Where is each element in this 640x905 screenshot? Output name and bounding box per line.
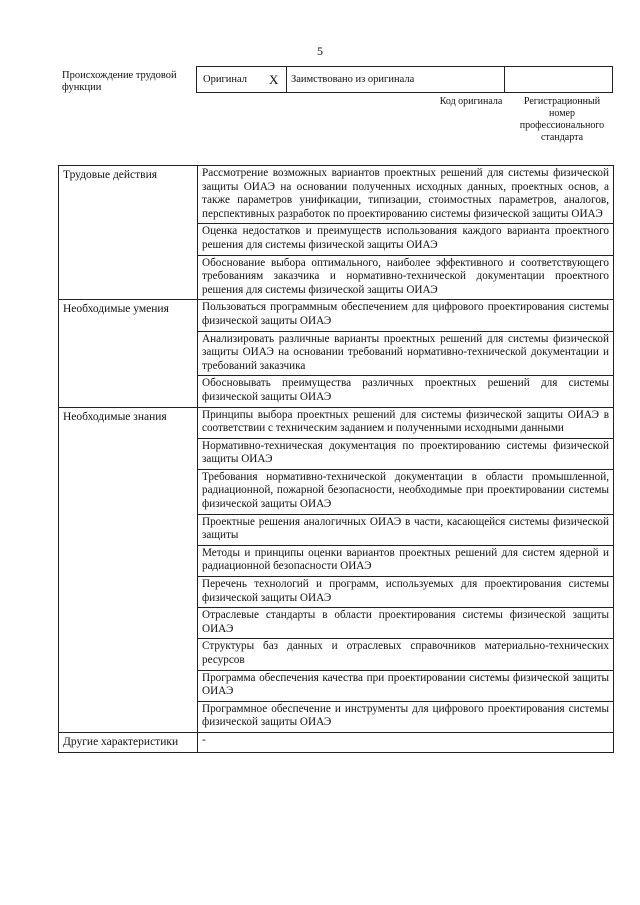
reg-number-caption: Регистрационный номер профессионального стандарта	[519, 96, 605, 143]
item-text: Рассмотрение возможных вариантов проектных решений для системы физической защиты ОИАЭ на основании полученных исходных данных, проектных основ, а также параметров унификации, типизации, стоимостных параметров, аналогов, перспективных разработок по проектированию системы физической защиты ОИАЭ	[198, 166, 614, 224]
section-title: Трудовые действия	[59, 166, 198, 300]
item-text: Проектные решения аналогичных ОИАЭ в части, касающейся системы физической защиты	[198, 514, 614, 545]
table-row	[59, 166, 614, 224]
borrowed-cell: Заимствовано из оригинала	[287, 67, 505, 92]
item-text: Структуры баз данных и отраслевых справочников материально-технических ресурсов	[198, 639, 614, 670]
section-title: Необходимые умения	[59, 300, 198, 407]
item-text: Обоснование выбора оптимального, наиболее эффективного и соответствующего требованиям заказчика и нормативно-технической документации проектного решения для системы физической защиты ОИАЭ	[198, 255, 614, 300]
item-text: Пользоваться программным обеспечением для цифрового проектирования системы физической защиты ОИАЭ	[198, 300, 614, 331]
code-cell	[505, 67, 612, 92]
item-text: Обосновывать преимущества различных проектных решений для системы физической защиты ОИАЭ	[198, 376, 614, 407]
item-text: Отраслевые стандарты в области проектирования системы физической защиты ОИАЭ	[198, 608, 614, 639]
item-text: Требования нормативно-технической документации в области промышленной, радиационной, пожарной безопасности, необходимые при проектировании системы физической защиты ОИАЭ	[198, 469, 614, 514]
table-row	[59, 732, 614, 752]
origin-label: Происхождение трудовой функции	[62, 70, 177, 93]
page-number: 5	[317, 44, 323, 58]
item-text: Перечень технологий и программ, используемых для проектирования системы физической защиты ОИАЭ	[198, 577, 614, 608]
item-text: Программное обеспечение и инструменты для цифрового проектирования системы физической защиты ОИАЭ	[198, 701, 614, 732]
original-label: Оригинал	[203, 74, 247, 85]
item-text: Нормативно-техническая документация по проектированию системы физической защиты ОИАЭ	[198, 438, 614, 469]
section-title: Необходимые знания	[59, 407, 198, 732]
table-row	[59, 300, 614, 331]
item-text: Программа обеспечения качества при проектировании системы физической защиты ОИАЭ	[198, 670, 614, 701]
item-text: Методы и принципы оценки вариантов проектных решений для систем ядерной и радиационной безопасности ОИАЭ	[198, 545, 614, 576]
item-text: -	[198, 732, 614, 752]
item-text: Принципы выбора проектных решений для системы физической защиты ОИАЭ в соответствии с техническим заданием и полученными исходными данными	[198, 407, 614, 438]
table-row	[59, 407, 614, 438]
section-title: Другие характеристики	[59, 732, 198, 752]
function-table	[58, 165, 614, 753]
item-text: Анализировать различные варианты проектных решений для системы физической защиты ОИАЭ на основании требований нормативно-технической документации и требований заказчика	[198, 331, 614, 376]
original-cell	[197, 67, 287, 92]
original-mark: X	[269, 71, 279, 87]
code-caption: Код оригинала	[439, 96, 503, 107]
origin-row	[196, 66, 613, 93]
item-text: Оценка недостатков и преимуществ использования каждого варианта проектного решения для системы физической защиты ОИАЭ	[198, 224, 614, 255]
